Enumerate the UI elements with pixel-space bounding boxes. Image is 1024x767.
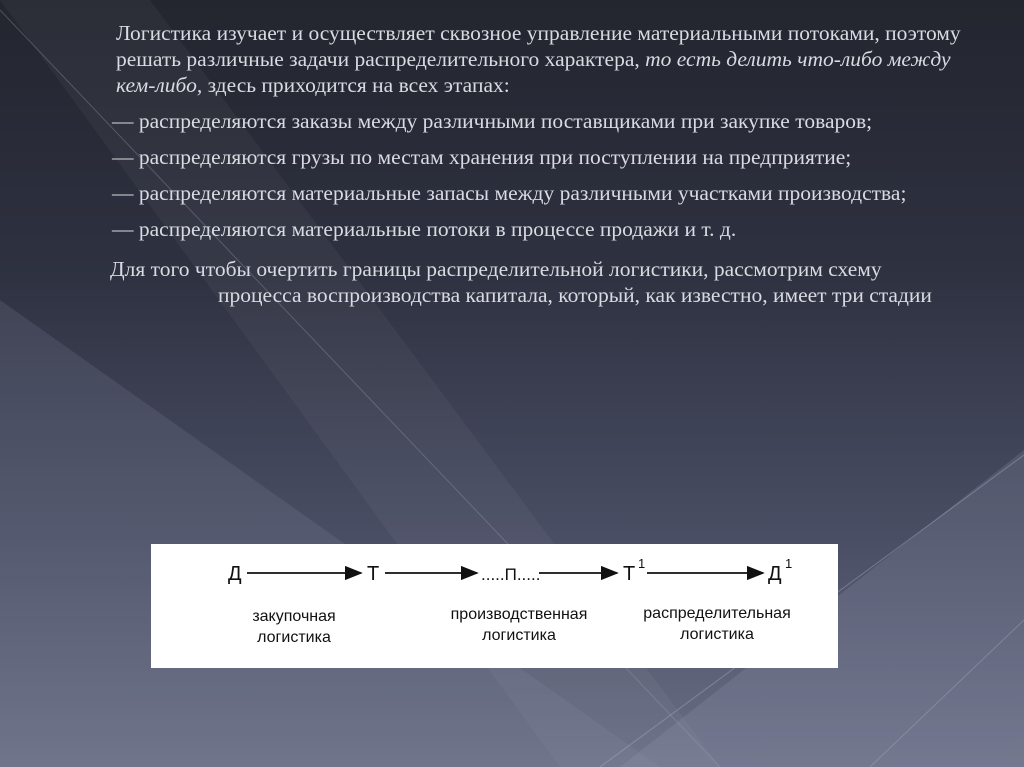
node-d1-superscript: 1 xyxy=(785,556,793,571)
list-item: — распределяются материальные потоки в процессе продажи и т. д. xyxy=(112,217,737,241)
intro-paragraph xyxy=(108,20,968,98)
capital-cycle-diagram xyxy=(151,544,838,668)
intro-text-after: здесь приходится на всех этапах: xyxy=(202,73,510,97)
node-t1-superscript: 1 xyxy=(638,556,646,571)
intro-text-italic: то есть делить что-либо между кем-либо, xyxy=(116,47,951,97)
node-t: Т xyxy=(367,563,380,585)
diagram-canvas xyxy=(151,544,838,668)
node-t1: Т xyxy=(623,563,636,585)
slide-text xyxy=(108,20,968,318)
list-item: — распределяются заказы между различными поставщиками при закупке товаров; xyxy=(112,109,873,133)
list-item: — распределяются грузы по местам хранения при поступлении на предприятие; xyxy=(112,145,852,169)
closing-paragraph: Для того чтобы очертить границы распределительной логистики, рассмотрим схему процесса воспроизводства капитала, который, как известно, имеет три стадии xyxy=(110,257,932,307)
list-item: — распределяются материальные запасы между различными участками производства; xyxy=(112,181,907,205)
node-p: .....П..... xyxy=(481,565,541,584)
node-d: Д xyxy=(228,563,242,585)
stage-production-line1: производственная xyxy=(450,606,588,623)
stage-production-line2: логистика xyxy=(482,627,556,644)
stage-purchase-line1: закупочная xyxy=(252,608,336,625)
stage-distribution-line1: распределительная xyxy=(643,605,791,622)
stage-purchase-line2: логистика xyxy=(257,629,331,646)
intro-text-before: Логистика изучает и осуществляет сквозное управление материальными потоками, поэтому решать различные задачи распределительного характера, xyxy=(116,21,961,71)
stage-distribution-line2: логистика xyxy=(680,626,754,643)
node-d1: Д xyxy=(768,563,782,585)
